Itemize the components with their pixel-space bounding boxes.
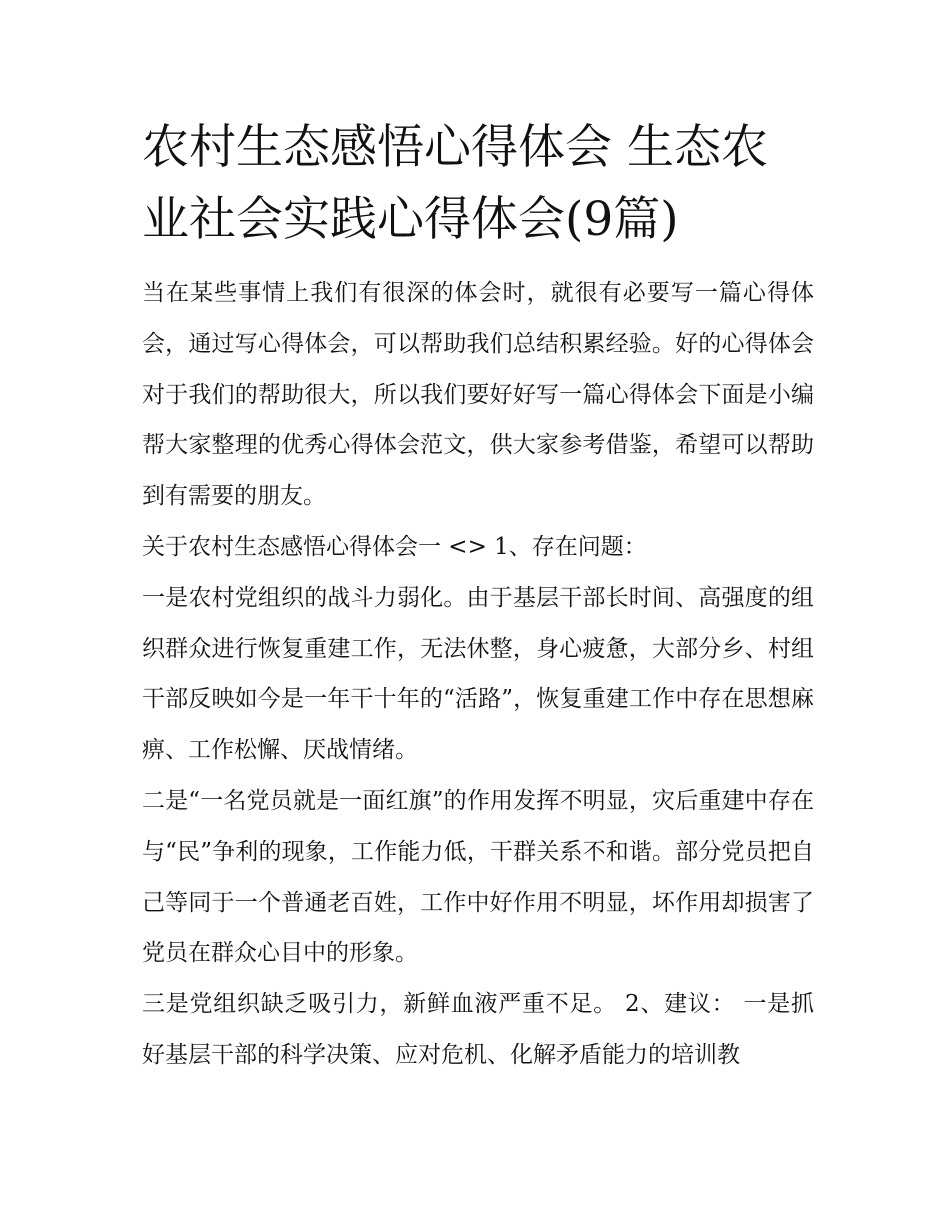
problem-one-paragraph: 一是农村党组织的战斗力弱化。由于基层干部长时间、高强度的组织群众进行恢复重建工作，无法休整，身心疲惫，大部分乡、村组干部反映如今是一年干十年的“活路”，恢复重建工作中存在思想麻痹、工作松懈、厌战情绪。 <box>142 584 814 764</box>
document-title: 农村生态感悟心得体会 生态农业社会实践心得体会(9篇) <box>142 120 768 247</box>
document-body <box>142 112 814 1081</box>
section-heading-paragraph: 关于农村生态感悟心得体会一 <> 1、存在问题： <box>142 533 647 560</box>
intro-paragraph: 当在某些事情上我们有很深的体会时，就很有必要写一篇心得体会，通过写心得体会，可以帮助我们总结积累经验。好的心得体会对于我们的帮助很大，所以我们要好好写一篇心得体会下面是小编帮大家整理的优秀心得体会范文，供大家参考借鉴，希望可以帮助到有需要的朋友。 <box>142 280 814 510</box>
problem-two-paragraph: 二是“一名党员就是一面红旗”的作用发挥不明显，灾后重建中存在与“民”争利的现象，工作能力低，干群关系不和谐。部分党员把自己等同于一个普通老百姓，工作中好作用不明显，坏作用却损害了党员在群众心目中的形象。 <box>142 787 814 967</box>
problem-three-paragraph: 三是党组织缺乏吸引力，新鲜血液严重不足。 2、建议： 一是抓好基层干部的科学决策、应对危机、化解矛盾能力的培训教 <box>142 991 814 1068</box>
